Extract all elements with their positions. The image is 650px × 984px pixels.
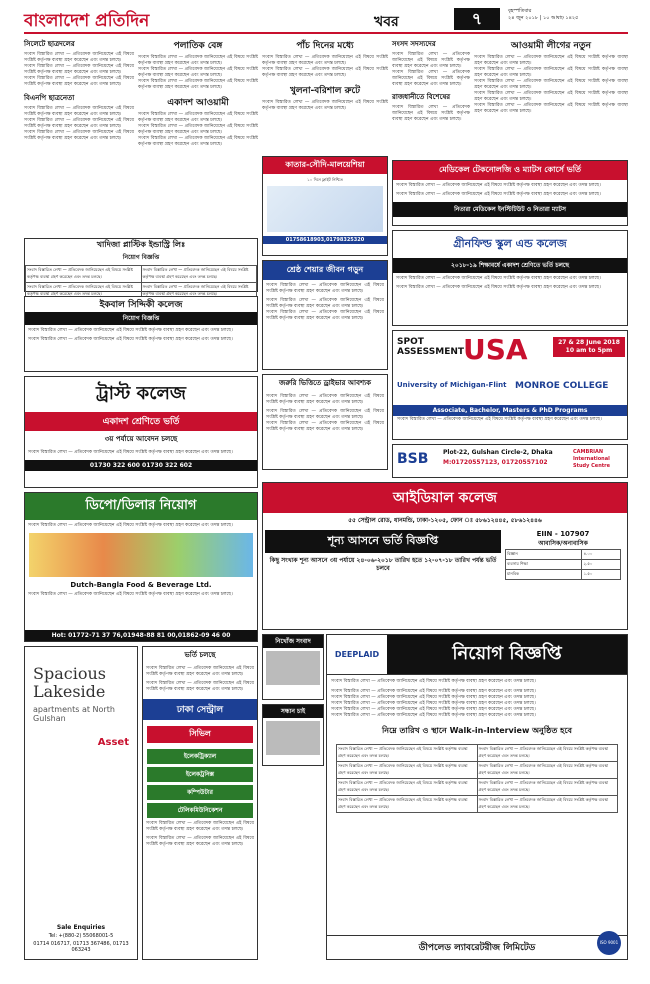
article-body: সংবাদ বিস্তারিত লেখা — প্রতিবেদক জানিয়েছেন এই বিষয়ে সংশ্লিষ্ট কর্তৃপক্ষ ব্যবস্থা গ্রহণ করেছেন এবং তদন্ত চলছে। (474, 67, 628, 78)
headline-9: রাজধানীতে বিশেষের (392, 93, 451, 101)
lakeside-tel: Tel: +(880-2) 55068001-5 (48, 933, 114, 939)
qatar-ad-title: কাতার-সৌদি-মালয়েশিয়া (263, 157, 387, 174)
article-body: সংবাদ বিস্তারিত লেখা — প্রতিবেদক জানিয়েছেন এই বিষয়ে সংশ্লিষ্ট কর্তৃপক্ষ ব্যবস্থা গ্রহণ করেছেন এবং তদন্ত চলছে। (24, 64, 134, 75)
table-cell: সংবাদ বিস্তারিত লেখা — প্রতিবেদক জানিয়েছেন এই বিষয়ে সংশ্লিষ্ট কর্তৃপক্ষ ব্যবস্থা গ্রহণ করেছেন এবং তদন্ত চলছে। (337, 745, 478, 762)
article-body: সংবাদ বিস্তারিত লেখা — প্রতিবেদক জানিয়েছেন এই বিষয়ে সংশ্লিষ্ট কর্তৃপক্ষ ব্যবস্থা গ্রহণ করেছেন এবং তদন্ত চলছে। (24, 118, 134, 129)
niyog-title: নিয়োগ বিজ্ঞপ্তি (387, 635, 627, 674)
news-column-2 (138, 38, 258, 234)
headline-7: একাদশ আওয়ামী (167, 98, 229, 108)
article-body: সংবাদ বিস্তারিত লেখা — প্রতিবেদক জানিয়েছেন এই বিষয়ে সংশ্লিষ্ট কর্তৃপক্ষ ব্যবস্থা গ্রহণ করেছেন এবং তদন্ত চলছে। (138, 136, 258, 147)
dhaka-sub: ভর্তি চলছে (184, 651, 216, 659)
person-photo (266, 651, 320, 685)
headline-8: খুলনা-বরিশাল রুটে (289, 86, 361, 96)
usa-band: Associate, Bachelor, Masters & PhD Programs (393, 405, 627, 416)
newspaper-logo: বাংলাদেশ প্রতিদিন (24, 11, 150, 31)
usa-date: 27 & 28 June 2018 (558, 339, 620, 346)
article-body: সংবাদ বিস্তারিত লেখা — প্রতিবেদক জানিয়েছেন এই বিষয়ে সংশ্লিষ্ট কর্তৃপক্ষ ব্যবস্থা গ্রহণ করেছেন এবং তদন্ত চলছে। (262, 67, 388, 78)
medical-ad-band: নিতারা মেডিকেল ইনস্টিটিউট ও নিতারা ম্যাটস (393, 202, 627, 217)
article-body: সংবাদ বিস্তারিত লেখা — প্রতিবেদক জানিয়েছেন এই বিষয়ে সংশ্লিষ্ট কর্তৃপক্ষ ব্যবস্থা গ্রহণ করেছেন এবং তদন্ত চলছে। (146, 666, 254, 677)
article-body: সংবাদ বিস্তারিত লেখা — প্রতিবেদক জানিয়েছেন এই বিষয়ে সংশ্লিষ্ট কর্তৃপক্ষ ব্যবস্থা গ্রহণ করেছেন এবং তদন্ত চলছে। (24, 130, 134, 141)
article-body: সংবাদ বিস্তারিত লেখা — প্রতিবেদক জানিয়েছেন এই বিষয়ে সংশ্লিষ্ট কর্তৃপক্ষ ব্যবস্থা গ্রহণ করেছেন এবং তদন্ত চলছে। (474, 103, 628, 114)
table-cell: সংবাদ বিস্তারিত লেখা — প্রতিবেদক জানিয়েছেন এই বিষয়ে সংশ্লিষ্ট কর্তৃপক্ষ ব্যবস্থা গ্রহণ করেছেন এবং তদন্ত চলছে। (26, 283, 142, 300)
article-body: সংবাদ বিস্তারিত লেখা — প্রতিবেদক জানিয়েছেন এই বিষয়ে সংশ্লিষ্ট কর্তৃপক্ষ ব্যবস্থা গ্রহণ করেছেন এবং তদন্ত চলছে। (28, 328, 233, 333)
iqbal-band: নিয়োগ বিজ্ঞপ্তি (25, 312, 257, 325)
greenfield-band: ২০১৮-১৯ শিক্ষাবর্ষে একাদশ শ্রেণিতে ভর্তি চলছে (393, 258, 627, 273)
date-line (508, 8, 578, 22)
bsb-phone: M:01720557123, 01720557102 (443, 459, 548, 466)
medical-ad-title: মেডিকেল টেকনোলজি ও ম্যাটস কোর্সে ভর্তি (393, 161, 627, 180)
table-cell: সংবাদ বিস্তারিত লেখা — প্রতিবেদক জানিয়েছেন এই বিষয়ে সংশ্লিষ্ট কর্তৃপক্ষ ব্যবস্থা গ্রহণ করেছেন এবং তদন্ত চলছে। (337, 762, 478, 779)
usa-date-box (553, 337, 625, 357)
shrestha-title: শ্রেষ্ঠ শেয়ার জীবন গড়ুন (263, 261, 387, 280)
article-body: সংবাদ বিস্তারিত লেখা — প্রতিবেদক জানিয়েছেন এই বিষয়ে সংশ্লিষ্ট কর্তৃপক্ষ ব্যবস্থা গ্রহণ করেছেন এবং তদন্ত চলছে। (266, 421, 384, 432)
person-photo (266, 721, 320, 755)
airplane-image (267, 186, 383, 232)
article-body: সংবাদ বিস্তারিত লেখা — প্রতিবেদক জানিয়েছেন এই বিষয়ে সংশ্লিষ্ট কর্তৃপক্ষ ব্যবস্থা গ্রহণ করেছেন এবং তদন্ত চলছে। (396, 192, 601, 197)
notice-missing-1 (262, 634, 324, 700)
ad-trust-college (24, 376, 258, 488)
article-body: সংবাদ বিস্তারিত লেখা — প্রতিবেদক জানিয়েছেন এই বিষয়ে সংশ্লিষ্ট কর্তৃপক্ষ ব্যবস্থা গ্রহণ করেছেন এবং তদন্ত চলছে। (331, 695, 536, 700)
course-item: কম্পিউটার (147, 785, 253, 800)
article-body: সংবাদ বিস্তারিত লেখা — প্রতিবেদক জানিয়েছেন এই বিষয়ে সংশ্লিষ্ট কর্তৃপক্ষ ব্যবস্থা গ্রহণ করেছেন এবং তদন্ত চলছে। (392, 105, 470, 122)
headline-3: পাঁচ দিনের মধ্যে (296, 41, 354, 51)
article-body: সংবাদ বিস্তারিত লেখা — প্রতিবেদক জানিয়েছেন এই বিষয়ে সংশ্লিষ্ট কর্তৃপক্ষ ব্যবস্থা গ্রহণ করেছেন এবং তদন্ত চলছে। (474, 55, 628, 66)
trust-band: একাদশ শ্রেণিতে ভর্তি (25, 412, 257, 431)
ad-shrestha (262, 260, 388, 370)
ad-spacious-lakeside (24, 646, 138, 960)
iso-badge: ISO 9001 (597, 931, 621, 955)
article-body: সংবাদ বিস্তারিত লেখা — প্রতিবেদক জানিয়েছেন এই বিষয়ে সংশ্লিষ্ট কর্তৃপক্ষ ব্যবস্থা গ্রহণ করেছেন এবং তদন্ত চলছে। (266, 310, 384, 321)
deeplaid-footer: ডীপলেড ল্যাবরেটরীজ লিমিটেড (418, 943, 536, 953)
missing2-title: সন্ধান চাই (263, 705, 323, 718)
article-body: সংবাদ বিস্তারিত লেখা — প্রতিবেদক জানিয়েছেন এই বিষয়ে সংশ্লিষ্ট কর্তৃপক্ষ ব্যবস্থা গ্রহণ করেছেন এবং তদন্ত চলছে। (331, 713, 536, 718)
bsb-addr: Plot-22, Gulshan Circle-2, Dhaka (443, 449, 553, 456)
article-body: সংবাদ বিস্তারিত লেখা — প্রতিবেদক জানিয়েছেন এই বিষয়ে সংশ্লিষ্ট কর্তৃপক্ষ ব্যবস্থা গ্রহণ করেছেন এবং তদন্ত চলছে। (392, 70, 470, 87)
usa-uni2: MONROE COLLEGE (515, 381, 609, 391)
table-cell: মানবিক (506, 570, 582, 580)
article-body: সংবাদ বিস্তারিত লেখা — প্রতিবেদক জানিয়েছেন এই বিষয়ে সংশ্লিষ্ট কর্তৃপক্ষ ব্যবস্থা গ্রহণ করেছেন এবং তদন্ত চলছে। (146, 836, 254, 847)
table-cell: সংবাদ বিস্তারিত লেখা — প্রতিবেদক জানিয়েছেন এই বিষয়ে সংশ্লিষ্ট কর্তৃপক্ষ ব্যবস্থা গ্রহণ করেছেন এবং তদন্ত চলছে। (26, 266, 142, 283)
ad-ideal-college (262, 482, 628, 630)
article-body: সংবাদ বিস্তারিত লেখা — প্রতিবেদক জানিয়েছেন এই বিষয়ে সংশ্লিষ্ট কর্তৃপক্ষ ব্যবস্থা গ্রহণ করেছেন এবং তদন্ত চলছে। (138, 79, 258, 90)
greenfield-title: গ্রীনফিল্ড স্কুল এন্ড কলেজ (453, 237, 567, 250)
dipo-company: Dutch-Bangla Food & Beverage Ltd. (70, 581, 212, 589)
ideal-grp: আবাসিক/অনাবাসিক (538, 540, 588, 547)
dipo-title: ডিপো/ডিলার নিয়োগ (25, 493, 257, 520)
article-body: সংবাদ বিস্তারিত লেখা — প্রতিবেদক জানিয়েছেন এই বিষয়ে সংশ্লিষ্ট কর্তৃপক্ষ ব্যবস্থা গ্রহণ করেছেন এবং তদন্ত চলছে। (396, 285, 601, 290)
qatar-ad-phone: 01758618903,01798325320 (263, 236, 387, 244)
table-cell: ২.৫০ (582, 560, 621, 570)
page-number: ৭ (454, 8, 500, 30)
article-body: সংবাদ বিস্তারিত লেখা — প্রতিবেদক জানিয়েছেন এই বিষয়ে সংশ্লিষ্ট কর্তৃপক্ষ ব্যবস্থা গ্রহণ করেছেন এবং তদন্ত চলছে। (266, 409, 384, 420)
product-image (29, 533, 253, 577)
ad-deeplaid-recruitment (326, 634, 628, 960)
trust-title: ট্রাস্ট কলেজ (96, 383, 186, 404)
usa-country: USA (463, 333, 528, 366)
ad-greenfield-school (392, 230, 628, 326)
news-column-5 (474, 38, 628, 156)
table-cell: ব্যবসায় শিক্ষা (506, 560, 582, 570)
ad-usa-spot-assessment (392, 330, 628, 440)
lakeside-sub: apartments at North Gulshan (33, 705, 115, 723)
qatar-ad-sub: ১০ দিনে ফ্লাইট নিশ্চিত (307, 177, 343, 182)
date-full: ২৪ জুন ২০১৮ | ১০ আষাঢ় ১৪২৫ (508, 15, 579, 21)
dhaka-title: ঢাকা সেন্ট্রাল (143, 699, 257, 720)
ad-bsb-cambrian (392, 444, 628, 478)
article-body: সংবাদ বিস্তারিত লেখা — প্রতিবেদক জানিয়েছেন এই বিষয়ে সংশ্লিষ্ট কর্তৃপক্ষ ব্যবস্থা গ্রহণ করেছেন এবং তদন্ত চলছে। (474, 91, 628, 102)
headline-1: সিলেটে ছাত্রদলের (24, 40, 75, 48)
table-cell: সংবাদ বিস্তারিত লেখা — প্রতিবেদক জানিয়েছেন এই বিষয়ে সংশ্লিষ্ট কর্তৃপক্ষ ব্যবস্থা গ্রহণ করেছেন এবং তদন্ত চলছে। (477, 745, 618, 762)
usa-time: 10 am to 5pm (565, 347, 613, 354)
article-body: সংবাদ বিস্তারিত লেখা — প্রতিবেদক জানিয়েছেন এই বিষয়ে সংশ্লিষ্ট কর্তৃপক্ষ ব্যবস্থা গ্রহণ করেছেন এবং তদন্ত চলছে। (28, 450, 233, 455)
article-body: সংবাদ বিস্তারিত লেখা — প্রতিবেদক জানিয়েছেন এই বিষয়ে সংশ্লিষ্ট কর্তৃপক্ষ ব্যবস্থা গ্রহণ করেছেন এবং তদন্ত চলছে। (24, 76, 134, 87)
article-body: সংবাদ বিস্তারিত লেখা — প্রতিবেদক জানিয়েছেন এই বিষয়ে সংশ্লিষ্ট কর্তৃপক্ষ ব্যবস্থা গ্রহণ করেছেন এবং তদন্ত চলছে। (138, 112, 258, 123)
article-body: সংবাদ বিস্তারিত লেখা — প্রতিবেদক জানিয়েছেন এই বিষয়ে সংশ্লিষ্ট কর্তৃপক্ষ ব্যবস্থা গ্রহণ করেছেন এবং তদন্ত চলছে। (138, 55, 258, 66)
table-cell: সংবাদ বিস্তারিত লেখা — প্রতিবেদক জানিয়েছেন এই বিষয়ে সংশ্লিষ্ট কর্তৃপক্ষ ব্যবস্থা গ্রহণ করেছেন এবং তদন্ত চলছে। (477, 796, 618, 813)
masthead (24, 6, 628, 34)
article-body: সংবাদ বিস্তারিত লেখা — প্রতিবেদক জানিয়েছেন এই বিষয়ে সংশ্লিষ্ট কর্তৃপক্ষ ব্যবস্থা গ্রহণ করেছেন এবং তদন্ত চলছে। (138, 67, 258, 78)
article-body: সংবাদ বিস্তারিত লেখা — প্রতিবেদক জানিয়েছেন এই বিষয়ে সংশ্লিষ্ট কর্তৃপক্ষ ব্যবস্থা গ্রহণ করেছেন এবং তদন্ত চলছে। (397, 417, 602, 422)
ad-dhaka-central (142, 646, 258, 960)
table-cell: ১.৫০ (582, 570, 621, 580)
article-body: সংবাদ বিস্তারিত লেখা — প্রতিবেদক জানিয়েছেন এই বিষয়ে সংশ্লিষ্ট কর্তৃপক্ষ ব্যবস্থা গ্রহণ করেছেন এবং তদন্ত চলছে। (28, 523, 233, 528)
ad-iqbal-siddiqui (24, 296, 258, 372)
ad-urgent-driver (262, 374, 388, 470)
iqbal-title: ইকবাল সিদ্দিকী কলেজ (99, 300, 183, 310)
table-cell: সংবাদ বিস্তারিত লেখা — প্রতিবেদক জানিয়েছেন এই বিষয়ে সংশ্লিষ্ট কর্তৃপক্ষ ব্যবস্থা গ্রহণ করেছেন এবং তদন্ত চলছে। (141, 283, 257, 300)
headline-6: বিএনপি ছাত্রনেতা (24, 94, 75, 102)
table-cell: সংবাদ বিস্তারিত লেখা — প্রতিবেদক জানিয়েছেন এই বিষয়ে সংশ্লিষ্ট কর্তৃপক্ষ ব্যবস্থা গ্রহণ করেছেন এবং তদন্ত চলছে। (477, 779, 618, 796)
article-body: সংবাদ বিস্তারিত লেখা — প্রতিবেদক জানিয়েছেন এই বিষয়ে সংশ্লিষ্ট কর্তৃপক্ষ ব্যবস্থা গ্রহণ করেছেন এবং তদন্ত চলছে। (266, 283, 384, 294)
date-weekday: বৃহস্পতিবার (508, 8, 532, 14)
asset-brand: Asset (97, 737, 129, 748)
article-body: সংবাদ বিস্তারিত লেখা — প্রতিবেদক জানিয়েছেন এই বিষয়ে সংশ্লিষ্ট কর্তৃপক্ষ ব্যবস্থা গ্রহণ করেছেন এবং তদন্ত চলছে। (266, 298, 384, 309)
article-body: সংবাদ বিস্তারিত লেখা — প্রতিবেদক জানিয়েছেন এই বিষয়ে সংশ্লিষ্ট কর্তৃপক্ষ ব্যবস্থা গ্রহণ করেছেন এবং তদন্ত চলছে। (474, 79, 628, 90)
article-body: সংবাদ বিস্তারিত লেখা — প্রতিবেদক জানিয়েছেন এই বিষয়ে সংশ্লিষ্ট কর্তৃপক্ষ ব্যবস্থা গ্রহণ করেছেন এবং তদন্ত চলছে। (262, 100, 388, 111)
lakeside-mobile: 01714 016717, 01713 367486, 01713 063243 (33, 941, 129, 953)
ideal-sub: কিছু সংখ্যক শূন্য আসনে ৩য় পর্যায়ে ২৪-০৬-২০১৮ তারিখ হতে ১২-০৭-১৮ তারিখ পর্যন্ত ভর্তি চলবে (269, 557, 497, 572)
usa-uni1: University of Michigan-Flint (397, 381, 507, 389)
article-body: সংবাদ বিস্তারিত লেখা — প্রতিবেদক জানিয়েছেন এই বিষয়ে সংশ্লিষ্ট কর্তৃপক্ষ ব্যবস্থা গ্রহণ করেছেন এবং তদন্ত চলছে। (392, 52, 470, 69)
course-item: ইলেকট্রনিক্স (147, 767, 253, 782)
article-body: সংবাদ বিস্তারিত লেখা — প্রতিবেদক জানিয়েছেন এই বিষয়ে সংশ্লিষ্ট কর্তৃপক্ষ ব্যবস্থা গ্রহণ করেছেন এবং তদন্ত চলছে। (262, 55, 388, 66)
table-cell: ৪.০০ (582, 550, 621, 560)
article-body: সংবাদ বিস্তারিত লেখা — প্রতিবেদক জানিয়েছেন এই বিষয়ে সংশ্লিষ্ট কর্তৃপক্ষ ব্যবস্থা গ্রহণ করেছেন এবং তদন্ত চলছে। (146, 681, 254, 692)
ad-medical-technology (392, 160, 628, 226)
article-body: সংবাদ বিস্তারিত লেখা — প্রতিবেদক জানিয়েছেন এই বিষয়ে সংশ্লিষ্ট কর্তৃপক্ষ ব্যবস্থা গ্রহণ করেছেন এবং তদন্ত চলছে। (24, 52, 134, 63)
course-item: ইলেকট্রিক্যাল (147, 749, 253, 764)
table-cell: সংবাদ বিস্তারিত লেখা — প্রতিবেদক জানিয়েছেন এই বিষয়ে সংশ্লিষ্ট কর্তৃপক্ষ ব্যবস্থা গ্রহণ করেছেন এবং তদন্ত চলছে। (337, 796, 478, 813)
table-cell: সংবাদ বিস্তারিত লেখা — প্রতিবেদক জানিয়েছেন এই বিষয়ে সংশ্লিষ্ট কর্তৃপক্ষ ব্যবস্থা গ্রহণ করেছেন এবং তদন্ত চলছে। (477, 762, 618, 779)
interview-table (336, 744, 618, 813)
article-body: সংবাদ বিস্তারিত লেখা — প্রতিবেদক জানিয়েছেন এই বিষয়ে সংশ্লিষ্ট কর্তৃপক্ষ ব্যবস্থা গ্রহণ করেছেন এবং তদন্ত চলছে। (28, 592, 233, 597)
lakeside-title: Spacious Lakeside (33, 664, 106, 701)
khadija-sub: নিয়োগ বিজ্ঞপ্তি (122, 254, 160, 261)
news-column-3 (262, 38, 388, 152)
ideal-title: আইডিয়াল কলেজ (263, 483, 627, 513)
ideal-eiin: EIIN - 107907 (536, 530, 590, 538)
course-item: টেলিকমিউনিকেশন (147, 803, 253, 818)
ad-depot-dealer (24, 492, 258, 642)
article-body: সংবাদ বিস্তারিত লেখা — প্রতিবেদক জানিয়েছেন এই বিষয়ে সংশ্লিষ্ট কর্তৃপক্ষ ব্যবস্থা গ্রহণ করেছেন এবং তদন্ত চলছে। (24, 106, 134, 117)
walkin-line: নিম্নে তারিখ ও স্থানে Walk-in-Interview অনুষ্ঠিত হবে (382, 726, 572, 735)
article-body: সংবাদ বিস্তারিত লেখা — প্রতিবেদক জানিয়েছেন এই বিষয়ে সংশ্লিষ্ট কর্তৃপক্ষ ব্যবস্থা গ্রহণ করেছেন এবং তদন্ত চলছে। (331, 707, 536, 712)
news-column-4 (392, 38, 470, 156)
article-body: সংবাদ বিস্তারিত লেখা — প্রতিবেদক জানিয়েছেন এই বিষয়ে সংশ্লিষ্ট কর্তৃপক্ষ ব্যবস্থা গ্রহণ করেছেন এবং তদন্ত চলছে। (331, 701, 536, 706)
article-body: সংবাদ বিস্তারিত লেখা — প্রতিবেদক জানিয়েছেন এই বিষয়ে সংশ্লিষ্ট কর্তৃপক্ষ ব্যবস্থা গ্রহণ করেছেন এবং তদন্ত চলছে। (146, 821, 254, 832)
notice-missing-2 (262, 704, 324, 766)
ideal-addr: ৫৫ সেন্ট্রাল রোড, ধানমন্ডি, ঢাকা-১২০৫, ফোন ঃ ৫৮৬১২৪৪৫, ৫৮৬১২৪৪৬ (348, 517, 542, 524)
table-cell: সংবাদ বিস্তারিত লেখা — প্রতিবেদক জানিয়েছেন এই বিষয়ে সংশ্লিষ্ট কর্তৃপক্ষ ব্যবস্থা গ্রহণ করেছেন এবং তদন্ত চলছে। (337, 779, 478, 796)
news-column-1 (24, 38, 134, 234)
dipo-hot: Hot: 01772-71 37 76,01948-88 81 00,01862-09 46 00 (25, 630, 257, 641)
table-cell: বিজ্ঞান (506, 550, 582, 560)
urgent-title: জরুরি ভিত্তিতে ড্রাইভার আবশ্যক (278, 379, 372, 387)
article-body: সংবাদ বিস্তারিত লেখা — প্রতিবেদক জানিয়েছেন এই বিষয়ে সংশ্লিষ্ট কর্তৃপক্ষ ব্যবস্থা গ্রহণ করেছেন এবং তদন্ত চলছে। (28, 337, 233, 342)
lakeside-sales: Sale Enquiries (56, 924, 106, 931)
article-body: সংবাদ বিস্তারিত লেখা — প্রতিবেদক জানিয়েছেন এই বিষয়ে সংশ্লিষ্ট কর্তৃপক্ষ ব্যবস্থা গ্রহণ করেছেন এবং তদন্ত চলছে। (266, 394, 384, 405)
article-body: সংবাদ বিস্তারিত লেখা — প্রতিবেদক জানিয়েছেন এই বিষয়ে সংশ্লিষ্ট কর্তৃপক্ষ ব্যবস্থা গ্রহণ করেছেন এবং তদন্ত চলছে। (331, 689, 536, 694)
section-name: খবর (374, 14, 399, 30)
headline-4: সংসদ সদস্যদের (392, 40, 436, 48)
article-body: সংবাদ বিস্তারিত লেখা — প্রতিবেদক জানিয়েছেন এই বিষয়ে সংশ্লিষ্ট কর্তৃপক্ষ ব্যবস্থা গ্রহণ করেছেন এবং তদন্ত চলছে। (396, 183, 601, 188)
article-body: সংবাদ বিস্তারিত লেখা — প্রতিবেদক জানিয়েছেন এই বিষয়ে সংশ্লিষ্ট কর্তৃপক্ষ ব্যবস্থা গ্রহণ করেছেন এবং তদন্ত চলছে। (138, 124, 258, 135)
ideal-band: শূন্য আসনে ভর্তি বিজ্ঞপ্তি (265, 530, 501, 553)
khadija-table (25, 265, 257, 300)
trust-sub: ৩য় পর্যায়ে আবেদন চলছে (104, 435, 178, 443)
ideal-gpa-table (505, 549, 621, 580)
ad-qatar-saudi (262, 156, 388, 256)
deeplaid-logo: DEEPLAID (334, 650, 380, 659)
usa-spot-title: SPOT ASSESSMENT (397, 337, 465, 357)
bsb-logo: BSB (397, 451, 429, 467)
khadija-title: খাদিজা প্লাস্টিক ইন্ডাস্ট্রি লিঃ (96, 240, 186, 249)
missing1-title: নিখোঁজ সংবাদ (263, 635, 323, 648)
bsb-right: CAMBRIAN International Study Centre (573, 449, 610, 469)
ad-khadija-plastic (24, 238, 258, 296)
article-body: সংবাদ বিস্তারিত লেখা — প্রতিবেদক জানিয়েছেন এই বিষয়ে সংশ্লিষ্ট কর্তৃপক্ষ ব্যবস্থা গ্রহণ করেছেন এবং তদন্ত চলছে। (331, 679, 536, 684)
headline-5: আওয়ামী লীগের নতুন (510, 41, 592, 51)
table-cell: সংবাদ বিস্তারিত লেখা — প্রতিবেদক জানিয়েছেন এই বিষয়ে সংশ্লিষ্ট কর্তৃপক্ষ ব্যবস্থা গ্রহণ করেছেন এবং তদন্ত চলছে। (141, 266, 257, 283)
headline-2: পলাতিক বেঙ্গ (173, 41, 223, 51)
civil-title: সিভিল (147, 726, 253, 743)
trust-phone: 01730 322 600 01730 322 602 (25, 460, 257, 471)
article-body: সংবাদ বিস্তারিত লেখা — প্রতিবেদক জানিয়েছেন এই বিষয়ে সংশ্লিষ্ট কর্তৃপক্ষ ব্যবস্থা গ্রহণ করেছেন এবং তদন্ত চলছে। (396, 276, 601, 281)
